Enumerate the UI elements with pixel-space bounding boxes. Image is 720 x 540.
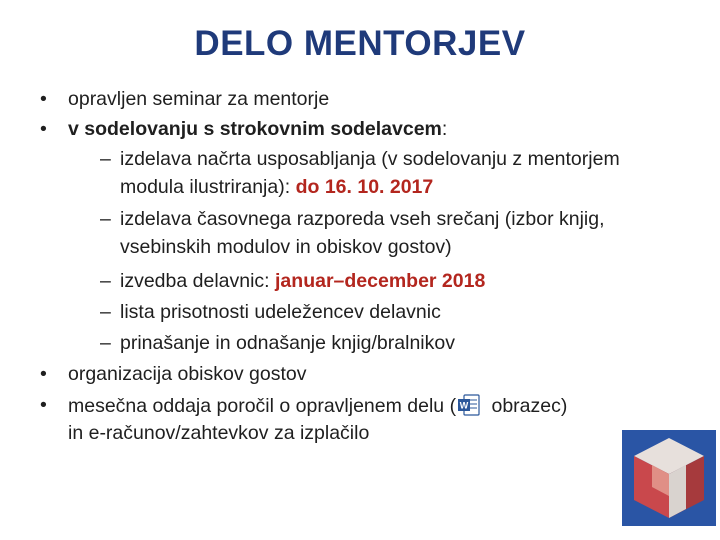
cube-logo [622,430,716,526]
sub-item-line: modula ilustriranja): [120,176,296,198]
bullet-marker: • [40,118,47,140]
bullet-text-suffix: : [441,118,448,140]
sub-item-line: prinašanje in odnašanje knjig/bralnikov [120,332,455,354]
dash-marker: – [100,332,111,354]
deadline-highlight: do 16. 10. 2017 [295,176,434,198]
dash-marker: – [100,301,111,323]
slide-title: DELO MENTORJEV [194,24,526,63]
bullet-text: opravljen seminar za mentorje [68,88,330,110]
bullet-text: mesečna oddaja poročil o opravljenem delu ( [68,395,457,417]
word-document-icon[interactable] [458,394,480,416]
dash-marker: – [100,270,111,292]
sub-item-line: izdelava časovnega razporeda vseh srečanj (izbor knjig, [120,208,605,230]
bullet-marker: • [40,394,47,416]
bullet-text-bold: v sodelovanju s strokovnim sodelavcem [68,118,442,140]
bullet-marker: • [40,88,47,110]
bullet-text: in e-računov/zahtevkov za izplačilo [68,422,370,444]
period-highlight: januar–december 2018 [275,270,486,292]
svg-text:W: W [459,400,469,411]
sub-item-line: izvedba delavnic: [120,270,276,292]
bullet-text: organizacija obiskov gostov [68,363,307,385]
bullet-marker: • [40,363,47,385]
sub-item-line: izdelava načrta usposabljanja (v sodelovanju z mentorjem [120,148,620,170]
dash-marker: – [100,148,111,170]
bullet-text: obrazec) [486,395,568,417]
sub-item-line: vsebinskih modulov in obiskov gostov) [120,236,452,258]
dash-marker: – [100,208,111,230]
sub-item-line: lista prisotnosti udeležencev delavnic [120,301,441,323]
